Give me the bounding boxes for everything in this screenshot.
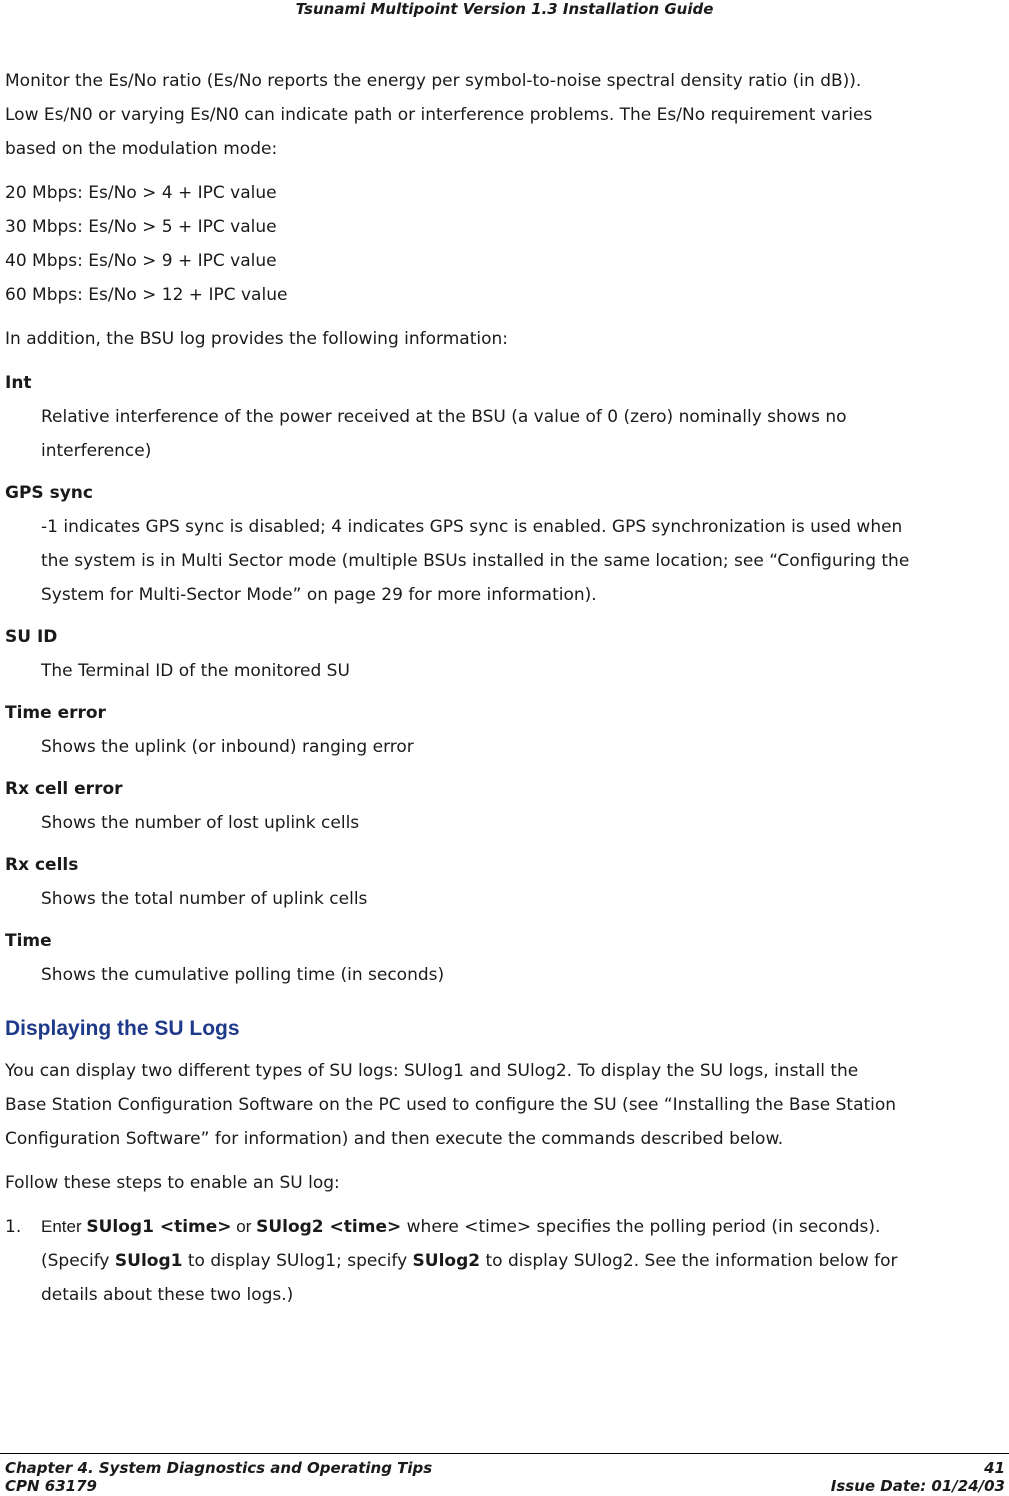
step-text: to display SUlog1; specify (182, 1251, 413, 1271)
command-sulog1: SUlog1 <time> (86, 1217, 232, 1237)
paragraph-line: You can display two different types of SU logs: SUlog1 and SUlog2. To display the SU logs, install the (5, 1061, 859, 1081)
step-text: where <time> specifies the polling period (in seconds). (401, 1217, 881, 1237)
command-sulog2: SUlog2 <time> (256, 1217, 402, 1237)
esno-intro-paragraph (5, 64, 1005, 166)
step-or-word: or (231, 1217, 257, 1236)
definition-desc: The Terminal ID of the monitored SU (41, 661, 350, 681)
definition-desc: Shows the number of lost uplink cells (41, 813, 360, 833)
definition-term: Time (5, 931, 52, 951)
definition-time-error (5, 696, 1005, 764)
definition-term: SU ID (5, 627, 58, 647)
definition-su-id (5, 620, 1005, 688)
step-1 (5, 1210, 1005, 1312)
mode-item: 30 Mbps: Es/No > 5 + IPC value (5, 217, 277, 237)
footer-cpn: CPN 63179 (5, 1477, 97, 1495)
definition-gps-sync (5, 476, 1005, 612)
page-header: Tsunami Multipoint Version 1.3 Installation Guide (295, 0, 714, 18)
step-enter-word: Enter (41, 1217, 87, 1236)
mode-item: 60 Mbps: Es/No > 12 + IPC value (5, 285, 288, 305)
definition-term: GPS sync (5, 483, 93, 503)
definition-desc: -1 indicates GPS sync is disabled; 4 indicates GPS sync is enabled. GPS synchronization is used when (41, 517, 903, 537)
definition-desc: Shows the cumulative polling time (in seconds) (41, 965, 445, 985)
paragraph-line: Configuration Software” for information) and then execute the commands described below. (5, 1129, 784, 1149)
paragraph-line: Monitor the Es/No ratio (Es/No reports the energy per symbol-to-noise spectral density ratio (in dB)). (5, 71, 862, 91)
page-content (5, 64, 1005, 1312)
footer-divider (0, 1453, 1009, 1454)
footer-issue-date: Issue Date: 01/24/03 (830, 1477, 1005, 1495)
command-sulog1-ref: SUlog1 (114, 1251, 183, 1271)
step-line: details about these two logs.) (41, 1285, 294, 1305)
section-heading: Displaying the SU Logs (5, 1017, 240, 1040)
step-text: to display SUlog2. See the information below for (480, 1251, 898, 1271)
step-text: (Specify (41, 1251, 115, 1271)
definition-desc: Relative interference of the power received at the BSU (a value of 0 (zero) nominally shows no (41, 407, 847, 427)
definition-term: Int (5, 373, 32, 393)
paragraph-line: Base Station Configuration Software on the PC used to configure the SU (see “Installing the Base Station (5, 1095, 897, 1115)
footer-chapter: Chapter 4. System Diagnostics and Operating Tips (5, 1459, 433, 1477)
definition-term: Rx cell error (5, 779, 123, 799)
modulation-mode-list (5, 176, 1005, 312)
command-sulog2-ref: SUlog2 (412, 1251, 481, 1271)
mode-item: 20 Mbps: Es/No > 4 + IPC value (5, 183, 277, 203)
step-line (41, 1244, 1005, 1278)
definition-rx-cells (5, 848, 1005, 916)
mode-item: 40 Mbps: Es/No > 9 + IPC value (5, 251, 277, 271)
definition-desc: Shows the total number of uplink cells (41, 889, 368, 909)
definition-desc: System for Multi-Sector Mode” on page 29 for more information). (41, 585, 597, 605)
definition-term: Rx cells (5, 855, 79, 875)
step-number: 1. (5, 1217, 22, 1237)
definition-term: Time error (5, 703, 106, 723)
footer-page-number: 41 (984, 1459, 1005, 1477)
su-logs-paragraph (5, 1054, 1005, 1156)
paragraph-line: Low Es/N0 or varying Es/N0 can indicate path or interference problems. The Es/No requirement varies (5, 105, 873, 125)
paragraph-line: based on the modulation mode: (5, 139, 278, 159)
steps-intro: Follow these steps to enable an SU log: (5, 1173, 340, 1193)
definition-rx-cell-error (5, 772, 1005, 840)
definition-desc: Shows the uplink (or inbound) ranging error (41, 737, 414, 757)
definition-desc: the system is in Multi Sector mode (multiple BSUs installed in the same location; see “Configuring the (41, 551, 910, 571)
definition-int (5, 366, 1005, 468)
definition-desc: interference) (41, 441, 152, 461)
bsu-log-intro: In addition, the BSU log provides the following information: (5, 329, 508, 349)
step-line (41, 1210, 1005, 1244)
definition-time (5, 924, 1005, 992)
